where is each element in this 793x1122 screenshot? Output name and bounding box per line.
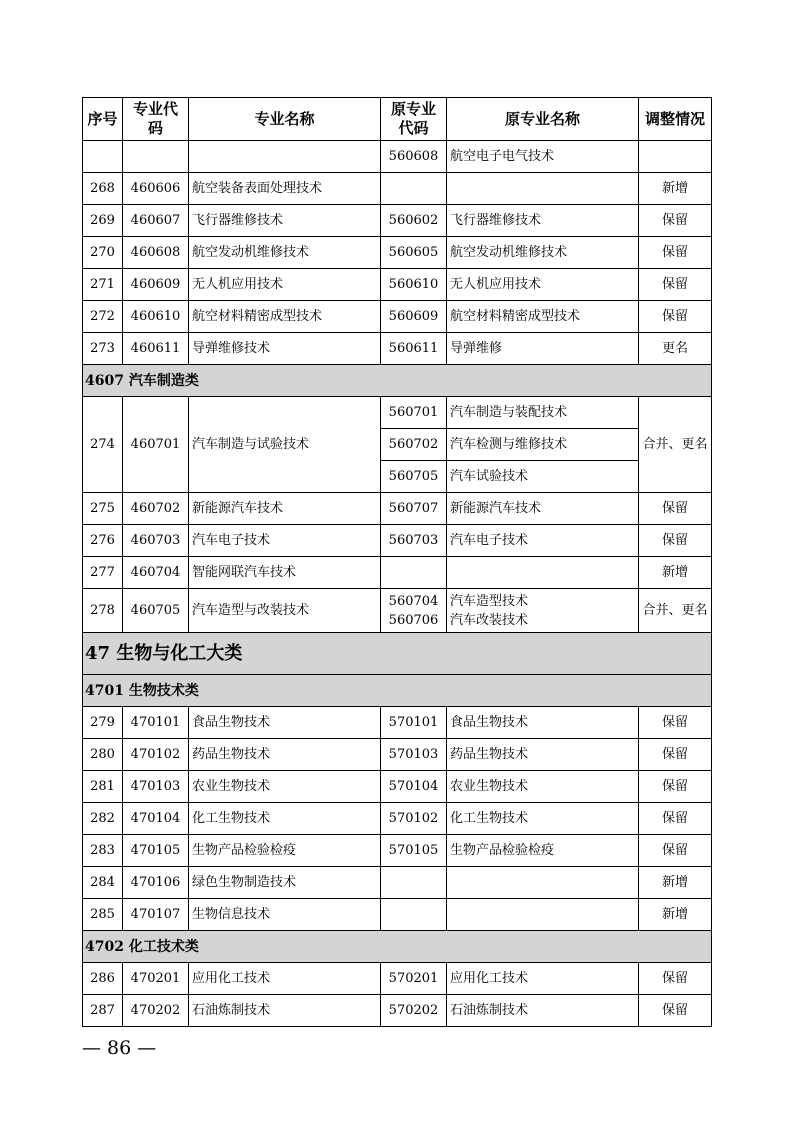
- status-cell: 保留: [639, 269, 712, 301]
- code-cell: 460611: [123, 333, 189, 365]
- table-row: [83, 173, 712, 205]
- status-cell: 保留: [639, 803, 712, 835]
- orig-name-cell: 农业生物技术: [447, 771, 639, 803]
- name-cell: 化工生物技术: [189, 803, 381, 835]
- code-cell: 460704: [123, 557, 189, 589]
- name-cell: 导弹维修技术: [189, 333, 381, 365]
- orig-code-cell: 570101: [381, 707, 447, 739]
- table-row: [83, 493, 712, 525]
- orig-name-cell: 汽车电子技术: [447, 525, 639, 557]
- majors-table: [82, 97, 712, 1027]
- orig-code-cell: 570104: [381, 771, 447, 803]
- status-cell: 保留: [639, 739, 712, 771]
- table-row: [83, 397, 712, 429]
- code-cell: 460609: [123, 269, 189, 301]
- orig-name-cell: 航空发动机维修技术: [447, 237, 639, 269]
- header-code: 专业代码: [123, 98, 189, 141]
- code-cell: 470201: [123, 963, 189, 995]
- orig-name-cell: [447, 589, 639, 633]
- name-cell: 航空装备表面处理技术: [189, 173, 381, 205]
- code-cell: 460610: [123, 301, 189, 333]
- name-cell: 生物信息技术: [189, 899, 381, 931]
- name-cell: 绿色生物制造技术: [189, 867, 381, 899]
- name-cell: 药品生物技术: [189, 739, 381, 771]
- orig-name-line: 汽车改装技术: [450, 612, 529, 628]
- orig-code-cell: 560707: [381, 493, 447, 525]
- status-cell: 保留: [639, 963, 712, 995]
- orig-code-cell: 570102: [381, 803, 447, 835]
- orig-code-cell: 560702: [381, 429, 447, 461]
- orig-name-cell: 石油炼制技术: [447, 995, 639, 1027]
- name-cell: 汽车电子技术: [189, 525, 381, 557]
- orig-name-cell: 药品生物技术: [447, 739, 639, 771]
- orig-code-cell: 560701: [381, 397, 447, 429]
- orig-name-cell: 汽车试验技术: [447, 461, 639, 493]
- status-cell: 保留: [639, 237, 712, 269]
- code-cell: 470102: [123, 739, 189, 771]
- status-cell: 合并、更名: [639, 589, 712, 633]
- orig-name-cell: 无人机应用技术: [447, 269, 639, 301]
- status-cell: 新增: [639, 173, 712, 205]
- orig-name-cell: 航空材料精密成型技术: [447, 301, 639, 333]
- name-cell: 汽车制造与试验技术: [189, 397, 381, 493]
- no-cell: 273: [83, 333, 123, 365]
- major-category-row: [83, 633, 712, 675]
- code-cell: 460608: [123, 237, 189, 269]
- table-row: [83, 141, 712, 173]
- status-cell: 保留: [639, 707, 712, 739]
- code-cell: 470104: [123, 803, 189, 835]
- code-cell: 470106: [123, 867, 189, 899]
- name-cell: 生物产品检验检疫: [189, 835, 381, 867]
- category-title: 4702 化工技术类: [83, 931, 712, 963]
- table-row: [83, 333, 712, 365]
- orig-name-cell: 应用化工技术: [447, 963, 639, 995]
- category-title: 4701 生物技术类: [83, 675, 712, 707]
- no-cell: 275: [83, 493, 123, 525]
- category-row: [83, 675, 712, 707]
- status-cell: 更名: [639, 333, 712, 365]
- orig-name-cell: 汽车检测与维修技术: [447, 429, 639, 461]
- no-cell: 282: [83, 803, 123, 835]
- header-orig-name: 原专业名称: [447, 98, 639, 141]
- orig-code-cell: 570202: [381, 995, 447, 1027]
- table-row: [83, 835, 712, 867]
- orig-code-cell: 560609: [381, 301, 447, 333]
- page-number: — 86 —: [82, 1037, 157, 1059]
- orig-code-cell: 570201: [381, 963, 447, 995]
- code-cell: 460701: [123, 397, 189, 493]
- table-row: [83, 205, 712, 237]
- code-cell: 470107: [123, 899, 189, 931]
- status-cell: 保留: [639, 493, 712, 525]
- name-cell: 应用化工技术: [189, 963, 381, 995]
- table-row: [83, 867, 712, 899]
- status-cell: 新增: [639, 557, 712, 589]
- table-row: [83, 269, 712, 301]
- status-cell: 保留: [639, 771, 712, 803]
- status-cell: 新增: [639, 867, 712, 899]
- no-cell: 286: [83, 963, 123, 995]
- orig-code-cell: 560610: [381, 269, 447, 301]
- code-cell: 470101: [123, 707, 189, 739]
- no-cell: 283: [83, 835, 123, 867]
- orig-code-cell: 560705: [381, 461, 447, 493]
- code-cell: 470105: [123, 835, 189, 867]
- status-cell: 保留: [639, 525, 712, 557]
- table-row: [83, 739, 712, 771]
- status-cell: 保留: [639, 301, 712, 333]
- table-row: [83, 237, 712, 269]
- no-cell: 281: [83, 771, 123, 803]
- table-row: [83, 803, 712, 835]
- orig-code-cell: [381, 589, 447, 633]
- code-cell: 460702: [123, 493, 189, 525]
- code-cell: 460607: [123, 205, 189, 237]
- name-cell: 飞行器维修技术: [189, 205, 381, 237]
- orig-name-cell: 航空电子电气技术: [447, 141, 639, 173]
- table-row: [83, 589, 712, 633]
- no-cell: 287: [83, 995, 123, 1027]
- name-cell: 新能源汽车技术: [189, 493, 381, 525]
- code-cell: 470103: [123, 771, 189, 803]
- no-cell: 271: [83, 269, 123, 301]
- orig-code-cell: 560605: [381, 237, 447, 269]
- no-cell: 276: [83, 525, 123, 557]
- orig-name-cell: 化工生物技术: [447, 803, 639, 835]
- no-cell: 280: [83, 739, 123, 771]
- orig-name-cell: 飞行器维修技术: [447, 205, 639, 237]
- code-cell: 460606: [123, 173, 189, 205]
- table-header-row: [83, 98, 712, 141]
- name-cell: 汽车造型与改装技术: [189, 589, 381, 633]
- table-row: [83, 301, 712, 333]
- orig-code-cell: 560602: [381, 205, 447, 237]
- status-cell: 保留: [639, 835, 712, 867]
- name-cell: 农业生物技术: [189, 771, 381, 803]
- orig-code-cell: 570105: [381, 835, 447, 867]
- no-cell: 270: [83, 237, 123, 269]
- header-status: 调整情况: [639, 98, 712, 141]
- code-cell: 460703: [123, 525, 189, 557]
- no-cell: 268: [83, 173, 123, 205]
- no-cell: 284: [83, 867, 123, 899]
- name-cell: 石油炼制技术: [189, 995, 381, 1027]
- name-cell: 航空发动机维修技术: [189, 237, 381, 269]
- name-cell: 无人机应用技术: [189, 269, 381, 301]
- name-cell: 航空材料精密成型技术: [189, 301, 381, 333]
- category-row: [83, 365, 712, 397]
- status-cell: 新增: [639, 899, 712, 931]
- status-cell: 保留: [639, 995, 712, 1027]
- header-orig-code: 原专业代码: [381, 98, 447, 141]
- orig-code-cell: 570103: [381, 739, 447, 771]
- orig-name-line: 汽车造型技术: [450, 593, 529, 609]
- orig-code-cell: 560611: [381, 333, 447, 365]
- no-cell: 285: [83, 899, 123, 931]
- orig-code-line: 560704: [388, 593, 439, 609]
- name-cell: 食品生物技术: [189, 707, 381, 739]
- no-cell: 272: [83, 301, 123, 333]
- orig-name-cell: 导弹维修: [447, 333, 639, 365]
- table-row: [83, 995, 712, 1027]
- table-row: [83, 525, 712, 557]
- orig-name-cell: 汽车制造与装配技术: [447, 397, 639, 429]
- no-cell: 277: [83, 557, 123, 589]
- orig-name-cell: 生物产品检验检疫: [447, 835, 639, 867]
- no-cell: 269: [83, 205, 123, 237]
- header-name: 专业名称: [189, 98, 381, 141]
- major-category-title: 47 生物与化工大类: [83, 633, 712, 675]
- table-row: [83, 557, 712, 589]
- status-cell: 保留: [639, 205, 712, 237]
- orig-code-cell: 560608: [381, 141, 447, 173]
- orig-name-cell: 食品生物技术: [447, 707, 639, 739]
- orig-code-cell: 560703: [381, 525, 447, 557]
- table-row: [83, 963, 712, 995]
- no-cell: 274: [83, 397, 123, 493]
- orig-name-cell: 新能源汽车技术: [447, 493, 639, 525]
- code-cell: 470202: [123, 995, 189, 1027]
- header-no: 序号: [83, 98, 123, 141]
- name-cell: 智能网联汽车技术: [189, 557, 381, 589]
- orig-code-line: 560706: [388, 612, 439, 628]
- category-row: [83, 931, 712, 963]
- table-row: [83, 899, 712, 931]
- status-cell: 合并、更名: [639, 397, 712, 493]
- category-title: 4607 汽车制造类: [83, 365, 712, 397]
- table-row: [83, 707, 712, 739]
- code-cell: 460705: [123, 589, 189, 633]
- no-cell: 279: [83, 707, 123, 739]
- table-row: [83, 771, 712, 803]
- no-cell: 278: [83, 589, 123, 633]
